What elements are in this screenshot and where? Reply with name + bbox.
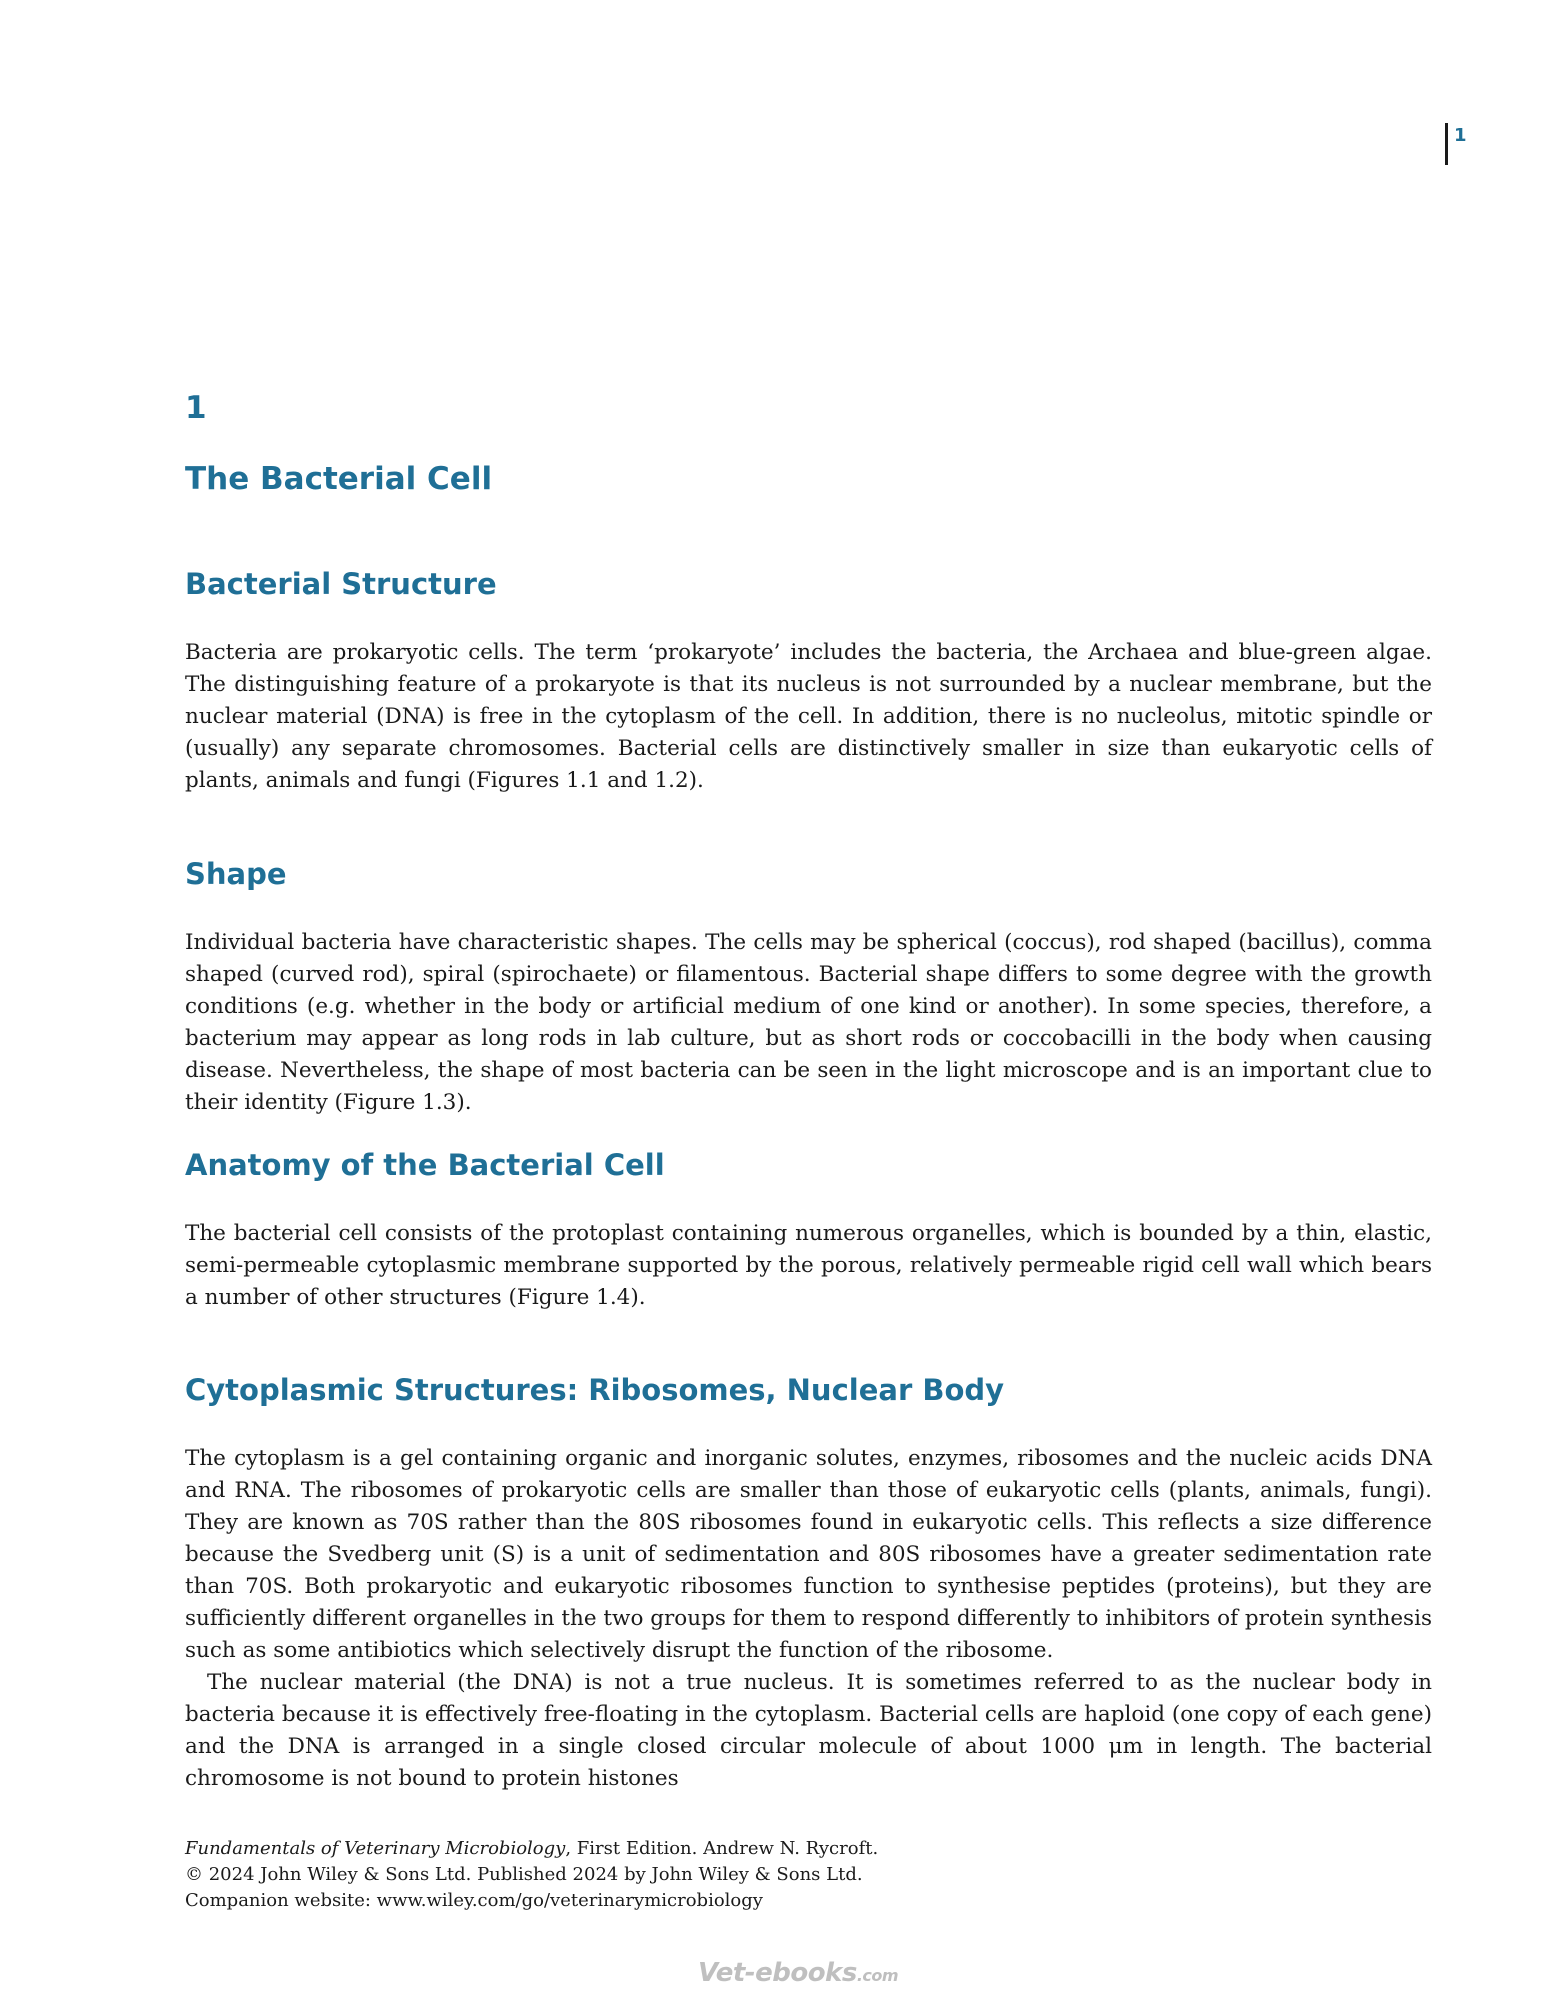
page-number: 1 — [1454, 125, 1467, 146]
footer-edition-author: , First Edition. Andrew N. Rycroft. — [565, 1838, 879, 1859]
footer-book-title: Fundamentals of Veterinary Microbiology — [185, 1838, 566, 1859]
paragraph-nuclear-material: The nuclear material (the DNA) is not a true nucleus. It is sometimes referred to as the nuclear body in bacteria because it is effectively free-floating in the cytoplasm. Bacterial cells are haploid (one copy of each gene) and the DNA is arranged in a single closed circular molecule of about 1000 μm in length. The bacterial chromosome is not bound to protein histones — [185, 1670, 1432, 1791]
section-heading-bacterial-structure: Bacterial Structure — [185, 567, 497, 601]
page-number-divider — [1445, 123, 1448, 165]
chapter-title: The Bacterial Cell — [185, 461, 493, 497]
footer-website: Companion website: www.wiley.com/go/veterinarymicrobiology — [185, 1890, 763, 1911]
section-heading-cytoplasmic-structures: Cytoplasmic Structures: Ribosomes, Nuclear Body — [185, 1373, 1005, 1407]
paragraph-anatomy: The bacterial cell consists of the protoplast containing numerous organelles, which is bounded by a thin, elastic, semi-permeable cytoplasmic membrane supported by the porous, relatively permeable rigid cell wall which bears a number of other structures (Figure 1.4). — [185, 1221, 1432, 1310]
footer-citation — [185, 1836, 878, 1914]
footer-copyright: © 2024 John Wiley & Sons Ltd. Published 2024 by John Wiley & Sons Ltd. — [185, 1864, 863, 1885]
watermark-suffix: .com — [856, 1966, 899, 1985]
paragraph-bacterial-structure: Bacteria are prokaryotic cells. The term ‘prokaryote’ includes the bacteria, the Archaea and blue-green algae. The distinguishing feature of a prokaryote is that its nucleus is not surrounded by a nuclear membrane, but the nuclear material (DNA) is free in the cytoplasm of the cell. In addition, there is no nucleolus, mitotic spindle or (usually) any separate chromosomes. Bacterial cells are distinctively smaller in size than eukaryotic cells of plants, animals and fungi (Figures 1.1 and 1.2). — [185, 640, 1432, 793]
paragraph-cytoplasm: The cytoplasm is a gel containing organic and inorganic solutes, enzymes, ribosomes and the nucleic acids DNA and RNA. The ribosomes of prokaryotic cells are smaller than those of eukaryotic cells (plants, animals, fungi). They are known as 70S rather than the 80S ribosomes found in eukaryotic cells. This reflects a size difference because the Svedberg unit (S) is a unit of sedimentation and 80S ribosomes have a greater sedimentation rate than 70S. Both prokaryotic and eukaryotic ribosomes function to synthesise peptides (proteins), but they are sufficiently different organelles in the two groups for them to respond differently to inhibitors of protein synthesis such as some antibiotics which selectively disrupt the function of the ribosome. — [185, 1446, 1432, 1663]
paragraph-shape: Individual bacteria have characteristic shapes. The cells may be spherical (coccus), rod shaped (bacillus), comma shaped (curved rod), spiral (spirochaete) or filamentous. Bacterial shape differs to some degree with the growth conditions (e.g. whether in the body or artificial medium of one kind or another). In some species, therefore, a bacterium may appear as long rods in lab culture, but as short rods or coccobacilli in the body when causing disease. Nevertheless, the shape of most bacteria can be seen in the light microscope and is an important clue to their identity (Figure 1.3). — [185, 930, 1432, 1115]
section-heading-shape: Shape — [185, 857, 287, 891]
chapter-number: 1 — [185, 390, 207, 426]
watermark-logo — [698, 1958, 898, 1988]
footer-book-line — [185, 1836, 878, 1862]
section-heading-anatomy: Anatomy of the Bacterial Cell — [185, 1148, 665, 1182]
watermark-brand: Vet-ebooks — [698, 1958, 857, 1988]
